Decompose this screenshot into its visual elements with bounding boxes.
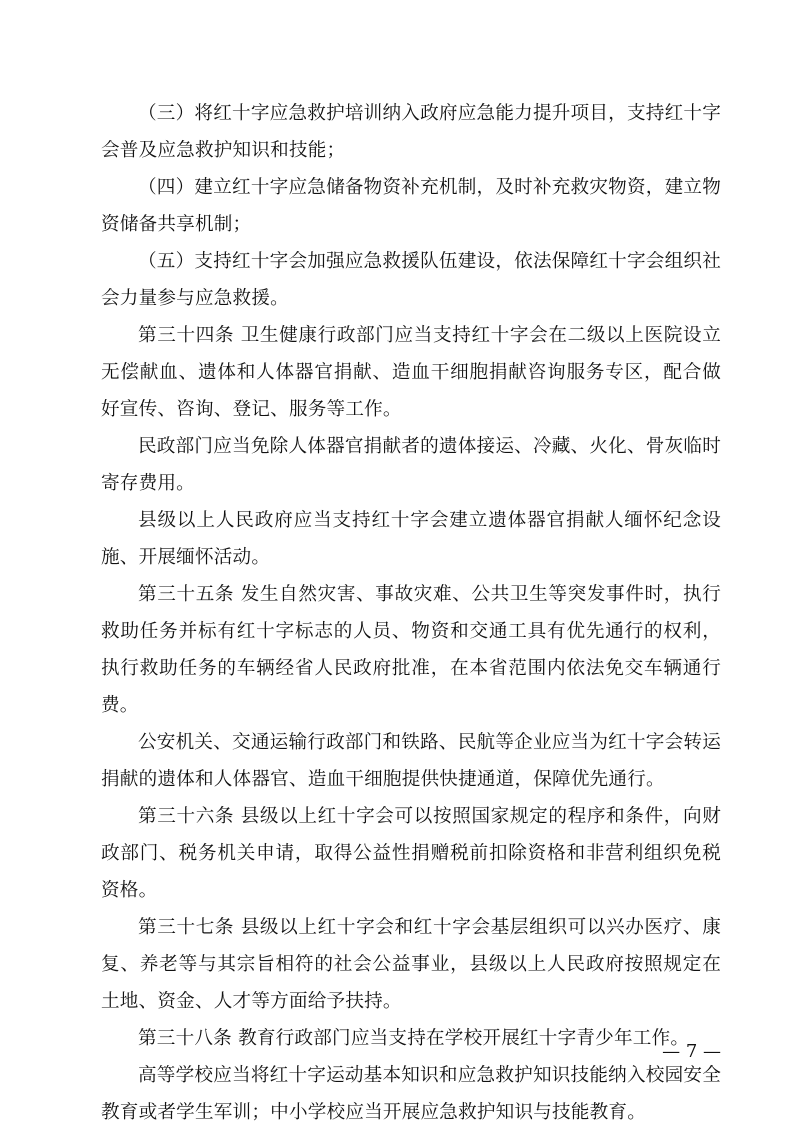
paragraph-county-government: 县级以上人民政府应当支持红十字会建立遗体器官捐献人缅怀纪念设施、开展缅怀活动。 xyxy=(101,510,721,568)
paragraph-article-35: 第三十五条 发生自然灾害、事故灾难、公共卫生等突发事件时，执行救助任务并标有红十字标志的人员、物资和交通工具有优先通行的权利，执行救助任务的车辆经省人民政府批准，在本省范围内依法免交车辆通行费。 xyxy=(101,584,721,716)
paragraph-clause-4: （四）建立红十字应急储备物资补充机制，及时补充救灾物资，建立物资储备共享机制； xyxy=(101,177,721,235)
paragraph-clause-3: （三）将红十字应急救护培训纳入政府应急能力提升项目，支持红十字会普及应急救护知识和技能； xyxy=(101,103,721,161)
paragraph-higher-education: 高等学校应当将红十字运动基本知识和应急救护知识技能纳入校园安全教育或者学生军训；中小学校应当开展应急救护知识与技能教育。 xyxy=(101,1065,721,1123)
paragraph-civil-affairs: 民政部门应当免除人体器官捐献者的遗体接运、冷藏、火化、骨灰临时寄存费用。 xyxy=(101,436,721,494)
paragraph-article-38: 第三十八条 教育行政部门应当支持在学校开展红十字青少年工作。 xyxy=(138,1028,690,1049)
paragraph-clause-5: （五）支持红十字会加强应急救援队伍建设，依法保障红十字会组织社会力量参与应急救援。 xyxy=(101,251,721,309)
page-number: — 7 — xyxy=(662,1041,721,1062)
paragraph-article-37: 第三十七条 县级以上红十字会和红十字会基层组织可以兴办医疗、康复、养老等与其宗旨相符的社会公益事业，县级以上人民政府按照规定在土地、资金、人才等方面给予扶持。 xyxy=(101,917,721,1012)
paragraph-article-36: 第三十六条 县级以上红十字会可以按照国家规定的程序和条件，向财政部门、税务机关申请，取得公益性捐赠税前扣除资格和非营利组织免税资格。 xyxy=(101,806,721,901)
paragraph-article-34: 第三十四条 卫生健康行政部门应当支持红十字会在二级以上医院设立无偿献血、遗体和人体器官捐献、造血干细胞捐献咨询服务专区，配合做好宣传、咨询、登记、服务等工作。 xyxy=(101,325,721,420)
document-body xyxy=(101,95,721,1131)
paragraph-public-security: 公安机关、交通运输行政部门和铁路、民航等企业应当为红十字会转运捐献的遗体和人体器官、造血干细胞提供快捷通道，保障优先通行。 xyxy=(101,732,721,790)
